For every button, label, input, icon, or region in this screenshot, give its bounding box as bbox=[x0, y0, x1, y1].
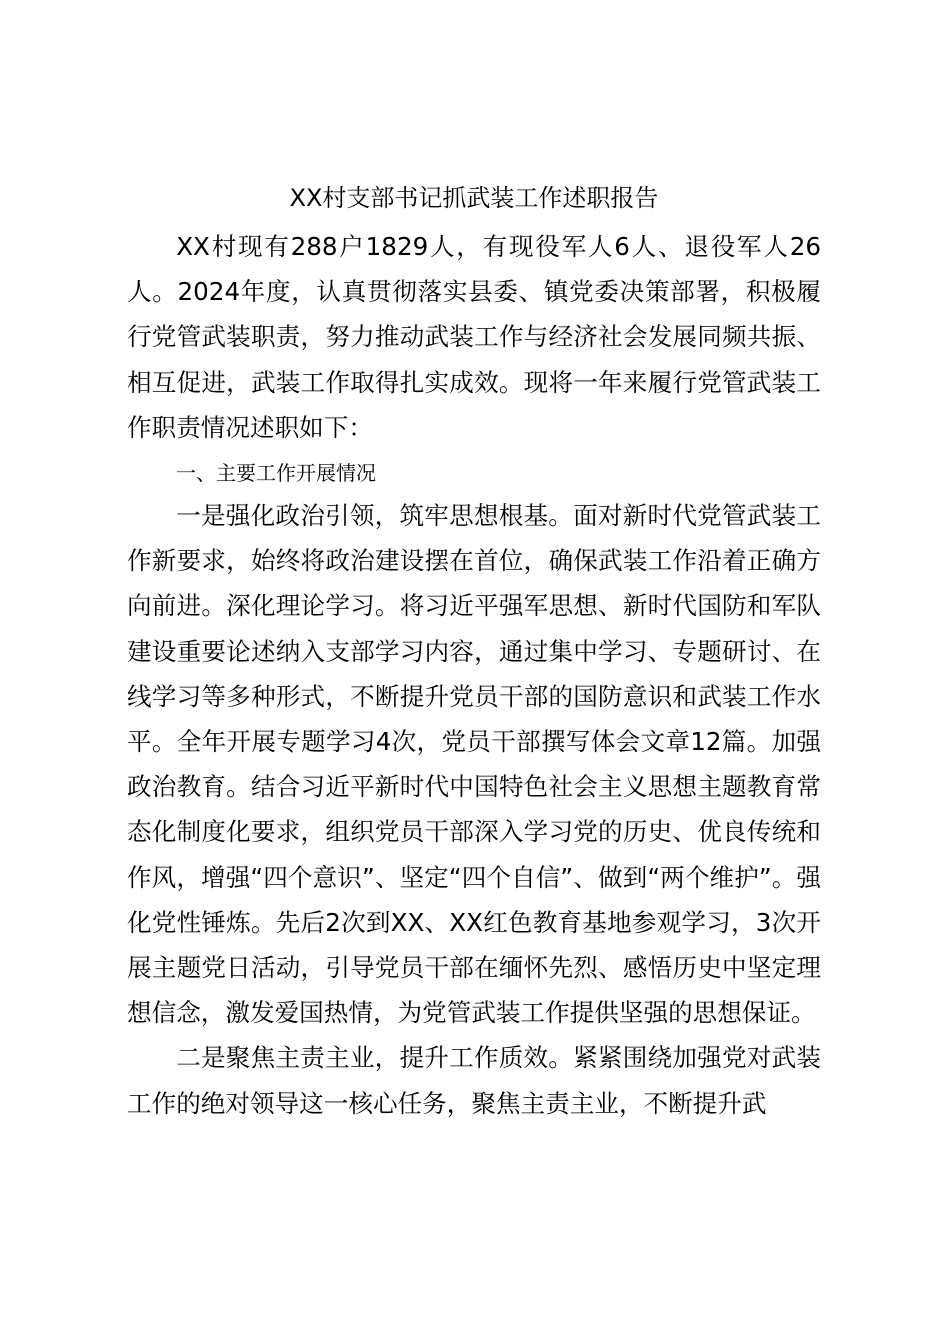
document-body bbox=[127, 172, 821, 1126]
body-paragraph-2: 二是聚焦主责主业，提升工作质效。紧紧围绕加强党对武装工作的绝对领导这一核心任务，聚焦主责主业，不断提升武 bbox=[127, 1043, 821, 1118]
section-heading: 一、主要工作开展情况 bbox=[176, 461, 376, 486]
document-title: XX村支部书记抓武装工作述职报告 bbox=[289, 184, 659, 212]
body-paragraph-1: 一是强化政治引领，筑牢思想根基。面对新时代党管武装工作新要求，始终将政治建设摆在首位，确保武装工作沿着正确方向前进。深化理论学习。将习近平强军思想、新时代国防和军队建设重要论述纳入支部学习内容，通过集中学习、专题研讨、在线学习等多种形式，不断提升党员干部的国防意识和武装工作水平。全年开展专题学习4次，党员干部撰写体会文章12篇。加强政治教育。结合习近平新时代中国特色社会主义思想主题教育常态化制度化要求，组织党员干部深入学习党的历史、优良传统和作风，增强“四个意识”、坚定“四个自信”、做到“两个维护”。强化党性锤炼。先后2次到XX、XX红色教育基地参观学习，3次开展主题党日活动，引导党员干部在缅怀先烈、感悟历史中坚定理想信念，激发爱国热情，为党管武装工作提供坚强的思想保证。 bbox=[127, 501, 821, 1028]
intro-paragraph: XX村现有288户1829人，有现役军人6人、退役军人26人。2024年度，认真贯彻落实县委、镇党委决策部署，积极履行党管武装职责，努力推动武装工作与经济社会发展同频共振、相互促进，武装工作取得扎实成效。现将一年来履行党管武装工作职责情况述职如下： bbox=[127, 232, 821, 442]
